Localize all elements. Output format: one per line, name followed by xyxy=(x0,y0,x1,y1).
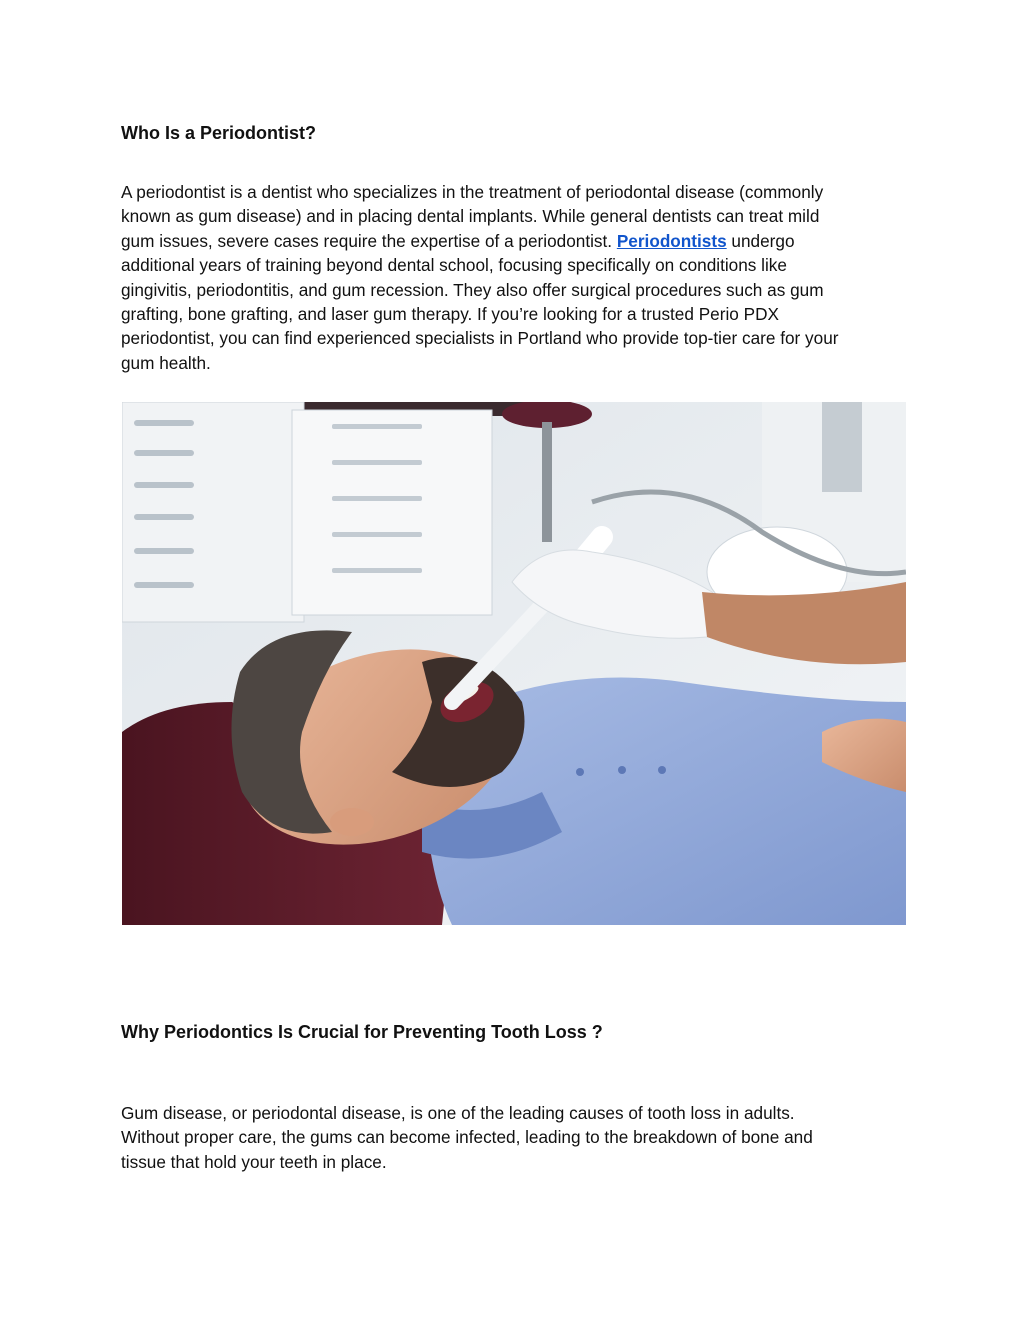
section-paragraph-tooth-loss xyxy=(121,1101,911,1174)
section-heading-who-is-periodontist: Who Is a Periodontist? xyxy=(121,123,317,143)
paragraph-line: periodontist, you can find experienced specialists in Portland who provide top-tier care for your xyxy=(121,328,839,349)
section-heading-why-periodontics: Why Periodontics Is Crucial for Preventing Tooth Loss ? xyxy=(121,1022,603,1042)
paragraph-line: grafting, bone grafting, and laser gum therapy. If you’re looking for a trusted Perio PDX xyxy=(121,304,779,325)
link-lead-text: gum issues, severe cases require the expertise of a periodontist. xyxy=(121,230,617,251)
paragraph-line: Gum disease, or periodontal disease, is one of the leading causes of tooth loss in adults. xyxy=(121,1103,795,1123)
dental-exam-illustration xyxy=(122,402,906,925)
paragraph-line: gum health. xyxy=(121,352,211,373)
link-trail-text: undergo xyxy=(726,230,795,251)
section-paragraph-periodontist xyxy=(121,180,911,375)
paragraph-line: additional years of training beyond dental school, focusing specifically on conditions like xyxy=(121,255,787,276)
paragraph-line-with-link xyxy=(121,229,911,253)
dental-exam-photo xyxy=(122,402,906,925)
paragraph-line: tissue that hold your teeth in place. xyxy=(121,1151,387,1172)
paragraph-line: gingivitis, periodontitis, and gum recession. They also offer surgical procedures such as gum xyxy=(121,279,824,300)
paragraph-line: known as gum disease) and in placing dental implants. While general dentists can treat mild xyxy=(121,206,820,227)
paragraph-line: A periodontist is a dentist who specializes in the treatment of periodontal disease (commonly xyxy=(121,182,824,202)
periodontists-link[interactable]: Periodontists xyxy=(616,230,727,251)
paragraph-line: Without proper care, the gums can become infected, leading to the breakdown of bone and xyxy=(121,1127,813,1148)
